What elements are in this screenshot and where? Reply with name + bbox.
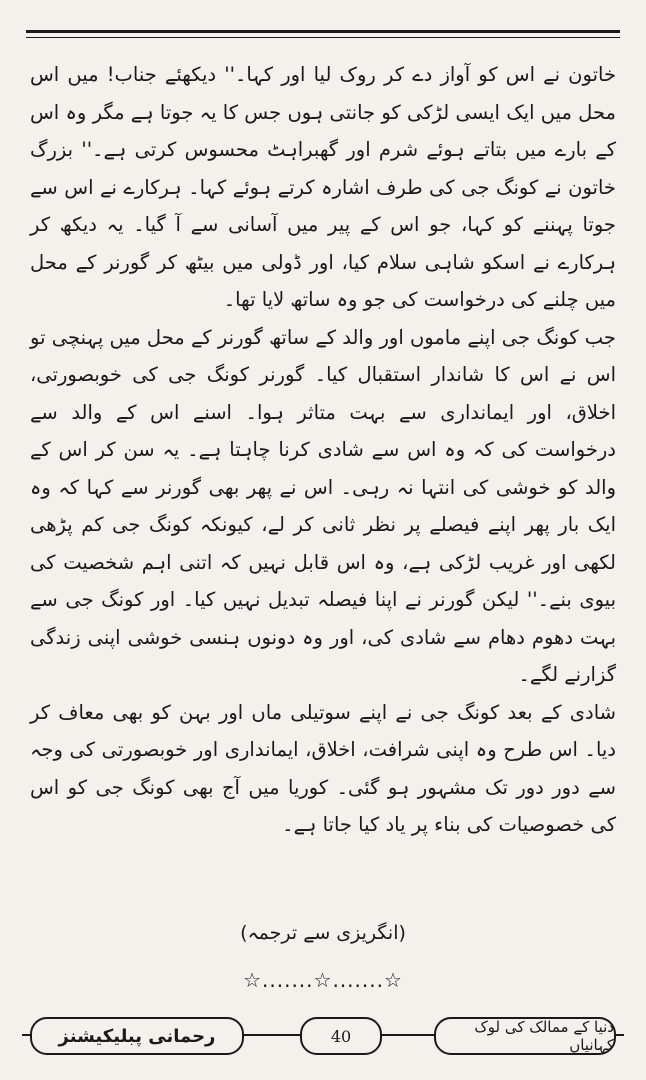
publisher-name: رحمانی پبلیکیشنز [58, 1025, 216, 1047]
paragraph-1: خاتون نے اس کو آواز دے کر روک لیا اور کہا۔'' دیکھئے جناب! میں اس محل میں ایک ایسی لڑکی کو جانتی ہوں جس کا یہ جوتا ہے مگر وہ اس کے بارے میں بتاتے ہوئے شرم اور گھبراہٹ محسوس کرتی ہے۔'' بزرگ خاتون نے کونگ جی کی طرف اشارہ کرتے ہوئے کہا۔ ہرکارے نے اس سے جوتا پہننے کو کہا، جو اس کے پیر میں آسانی سے آ گیا۔ یہ دیکھ کر ہرکارے نے اسکو شاہی سلام کیا، اور ڈولی میں بیٹھ کر گورنر کے محل میں چلنے کی درخواست کی جو وہ ساتھ لایا تھا۔ [30, 63, 616, 311]
translator-note: (انگریزی سے ترجمہ) [240, 922, 406, 944]
page-footer [22, 1012, 624, 1060]
paragraph-3: شادی کے بعد کونگ جی نے اپنے سوتیلی ماں اور بہن کو بھی معاف کر دیا۔ اس طرح وہ اپنی شرافت، اخلاق، ایمانداری اور خوبصورتی کی وجہ سے دور دور تک مشہور ہو گئی۔ کوریا میں آج بھی کونگ جی کو اس کی خصوصیات کی بناء پر یاد کیا جاتا ہے۔ [30, 700, 616, 836]
page-number-badge [300, 1017, 382, 1055]
book-title-badge [434, 1017, 616, 1055]
story-body [30, 56, 616, 844]
top-rule-thick [26, 30, 620, 33]
page-number: 40 [330, 1026, 352, 1046]
paragraph-2: جب کونگ جی اپنے ماموں اور والد کے ساتھ گورنر کے محل میں پہنچی تو اس نے اس کا شاندار استقبال کیا۔ گورنر کونگ جی کی خوبصورتی، اخلاق، اور ایمانداری سے بہت متاثر ہوا۔ اسنے اس کے والد سے درخواست کی کہ وہ اس سے شادی کرنا چاہتا ہے۔ یہ سن کر اس کے والد کو خوشی کی انتہا نہ رہی۔ اس نے پھر بھی گورنر سے کہا کہ وہ ایک بار پھر اپنے فیصلے پر نظر ثانی کر لے، کیونکہ کونگ جی کم پڑھی لکھی اور غریب لڑکی ہے، وہ اس قابل نہیں کہ اتنی اہم شخصیت کی بیوی بنے۔'' لیکن گورنر نے اپنا فیصلہ تبدیل نہیں کیا۔ اور کونگ جی سے بہت دھوم دھام سے شادی کی، اور وہ دونوں ہنسی خوشی اپنی زندگی گزارنے لگے۔ [30, 325, 616, 686]
star-separator: ☆.......☆.......☆ [243, 968, 403, 992]
publisher-badge [30, 1017, 244, 1055]
top-rule-thin [26, 37, 620, 38]
book-title: دنیا کے ممالک کی لوک کہانیاں [474, 1018, 614, 1054]
